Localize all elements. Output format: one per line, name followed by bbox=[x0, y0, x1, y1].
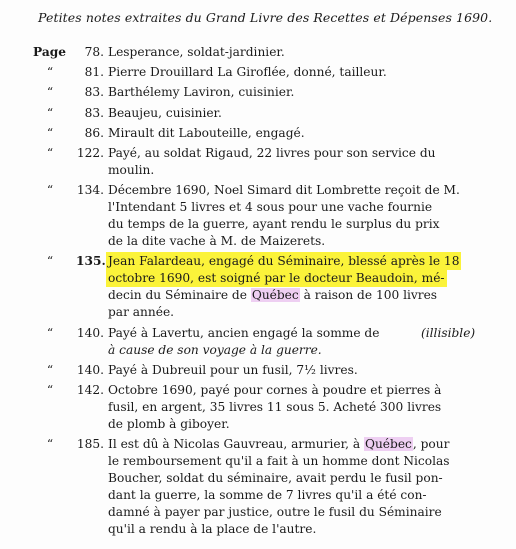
highlighted-line: Jean Falardeau, engagé du Séminaire, blessé après le 18 bbox=[108, 254, 460, 269]
ditto-mark: “ bbox=[46, 125, 54, 140]
entry-140b bbox=[0, 362, 516, 379]
entry-number: 140. bbox=[76, 362, 104, 377]
ditto-mark: “ bbox=[46, 85, 54, 100]
ditto-mark: “ bbox=[46, 437, 54, 452]
entry-line: , pour bbox=[412, 437, 450, 452]
entry-line: Beaujeu, cuisinier. bbox=[108, 105, 222, 120]
ditto-mark: “ bbox=[46, 362, 54, 377]
entry-number: 135. bbox=[76, 254, 106, 269]
entry-140a bbox=[0, 325, 516, 359]
entry-line: qu'il a rendu à la place de l'autre. bbox=[108, 522, 317, 537]
ditto-mark: “ bbox=[46, 65, 54, 80]
entry-number: 81. bbox=[84, 65, 104, 80]
entry-number: 83. bbox=[84, 105, 104, 120]
entry-142 bbox=[0, 382, 516, 433]
entry-78 bbox=[0, 44, 516, 61]
entry-line: Il est dû à Nicolas Gauvreau, armurier, à bbox=[108, 437, 361, 452]
ditto-mark: “ bbox=[46, 145, 54, 160]
entry-line: Payé à Dubreuil pour un fusil, 7½ livres. bbox=[108, 362, 358, 377]
ditto-mark: “ bbox=[46, 105, 54, 120]
entry-number: 122. bbox=[76, 145, 104, 160]
city-highlight: Québec bbox=[251, 288, 299, 303]
entry-line: moulin. bbox=[108, 162, 155, 177]
entry-line: de plomb à giboyer. bbox=[108, 416, 230, 431]
entry-81 bbox=[0, 64, 516, 81]
entry-83b bbox=[0, 105, 516, 122]
entry-line: dant la guerre, la somme de 7 livres qu'il a été con- bbox=[108, 488, 427, 503]
ditto-mark: “ bbox=[46, 183, 54, 198]
highlighted-line: octobre 1690, est soigné par le docteur Beaudoin, mé- bbox=[108, 271, 445, 286]
entry-line: de la dite vache à M. de Maizerets. bbox=[108, 234, 326, 249]
entry-number: 185. bbox=[76, 437, 104, 452]
entry-line: Décembre 1690, Noel Simard dit Lombrette reçoit de M. bbox=[108, 183, 460, 198]
entry-line: l'Intendant 5 livres et 4 sous pour une vache fournie bbox=[108, 200, 433, 215]
entry-line: damné à payer par justice, outre le fusil du Séminaire bbox=[108, 505, 442, 520]
entry-line: Octobre 1690, payé pour cornes à poudre et pierres à bbox=[108, 382, 442, 397]
entry-line: Payé, au soldat Rigaud, 22 livres pour son service du bbox=[108, 145, 436, 160]
entry-number: 86. bbox=[84, 125, 104, 140]
ditto-mark: “ bbox=[46, 382, 54, 397]
entry-number: 134. bbox=[76, 183, 104, 198]
entry-line: à raison de 100 livres bbox=[303, 288, 438, 303]
entry-line: par année. bbox=[108, 305, 175, 320]
entry-line: Mirault dit Labouteille, engagé. bbox=[108, 125, 305, 140]
entry-number: 83. bbox=[84, 85, 104, 100]
entry-line: fusil, en argent, 35 livres 11 sous 5. Acheté 300 livres bbox=[108, 399, 442, 414]
entry-line: Boucher, soldat du séminaire, avait perdu le fusil pon- bbox=[108, 471, 443, 486]
city-highlight: Québec bbox=[364, 437, 412, 452]
entry-185 bbox=[0, 436, 516, 538]
entry-135 bbox=[0, 253, 516, 321]
entry-number: 142. bbox=[76, 382, 104, 397]
entry-line: Barthélemy Laviron, cuisinier. bbox=[108, 85, 295, 100]
entry-line: le remboursement qu'il a fait à un homme dont Nicolas bbox=[108, 454, 450, 469]
entry-number: 78. bbox=[84, 45, 104, 59]
entries-list bbox=[0, 44, 516, 541]
ditto-mark: “ bbox=[46, 325, 54, 340]
entry-86 bbox=[0, 125, 516, 142]
illegible-note: (illisible) bbox=[421, 325, 476, 340]
entry-83a bbox=[0, 84, 516, 101]
entry-134 bbox=[0, 182, 516, 250]
entry-line: du temps de la guerre, ayant rendu le surplus du prix bbox=[108, 217, 440, 232]
entry-line: Payé à Lavertu, ancien engagé la somme de bbox=[108, 325, 380, 340]
entry-line: Pierre Drouillard La Giroflée, donné, tailleur. bbox=[108, 65, 387, 80]
ditto-mark: “ bbox=[46, 254, 54, 269]
page-prefix: Page bbox=[33, 45, 67, 59]
entry-line: à cause de son voyage à la guerre. bbox=[108, 342, 322, 357]
page-title: Petites notes extraites du Grand Livre des Recettes et Dépenses 1690. bbox=[38, 10, 493, 25]
entry-line: Lesperance, soldat-jardinier. bbox=[108, 45, 285, 59]
entry-line: decin du Séminaire de bbox=[108, 288, 247, 303]
entry-122 bbox=[0, 145, 516, 179]
entry-number: 140. bbox=[76, 325, 104, 340]
